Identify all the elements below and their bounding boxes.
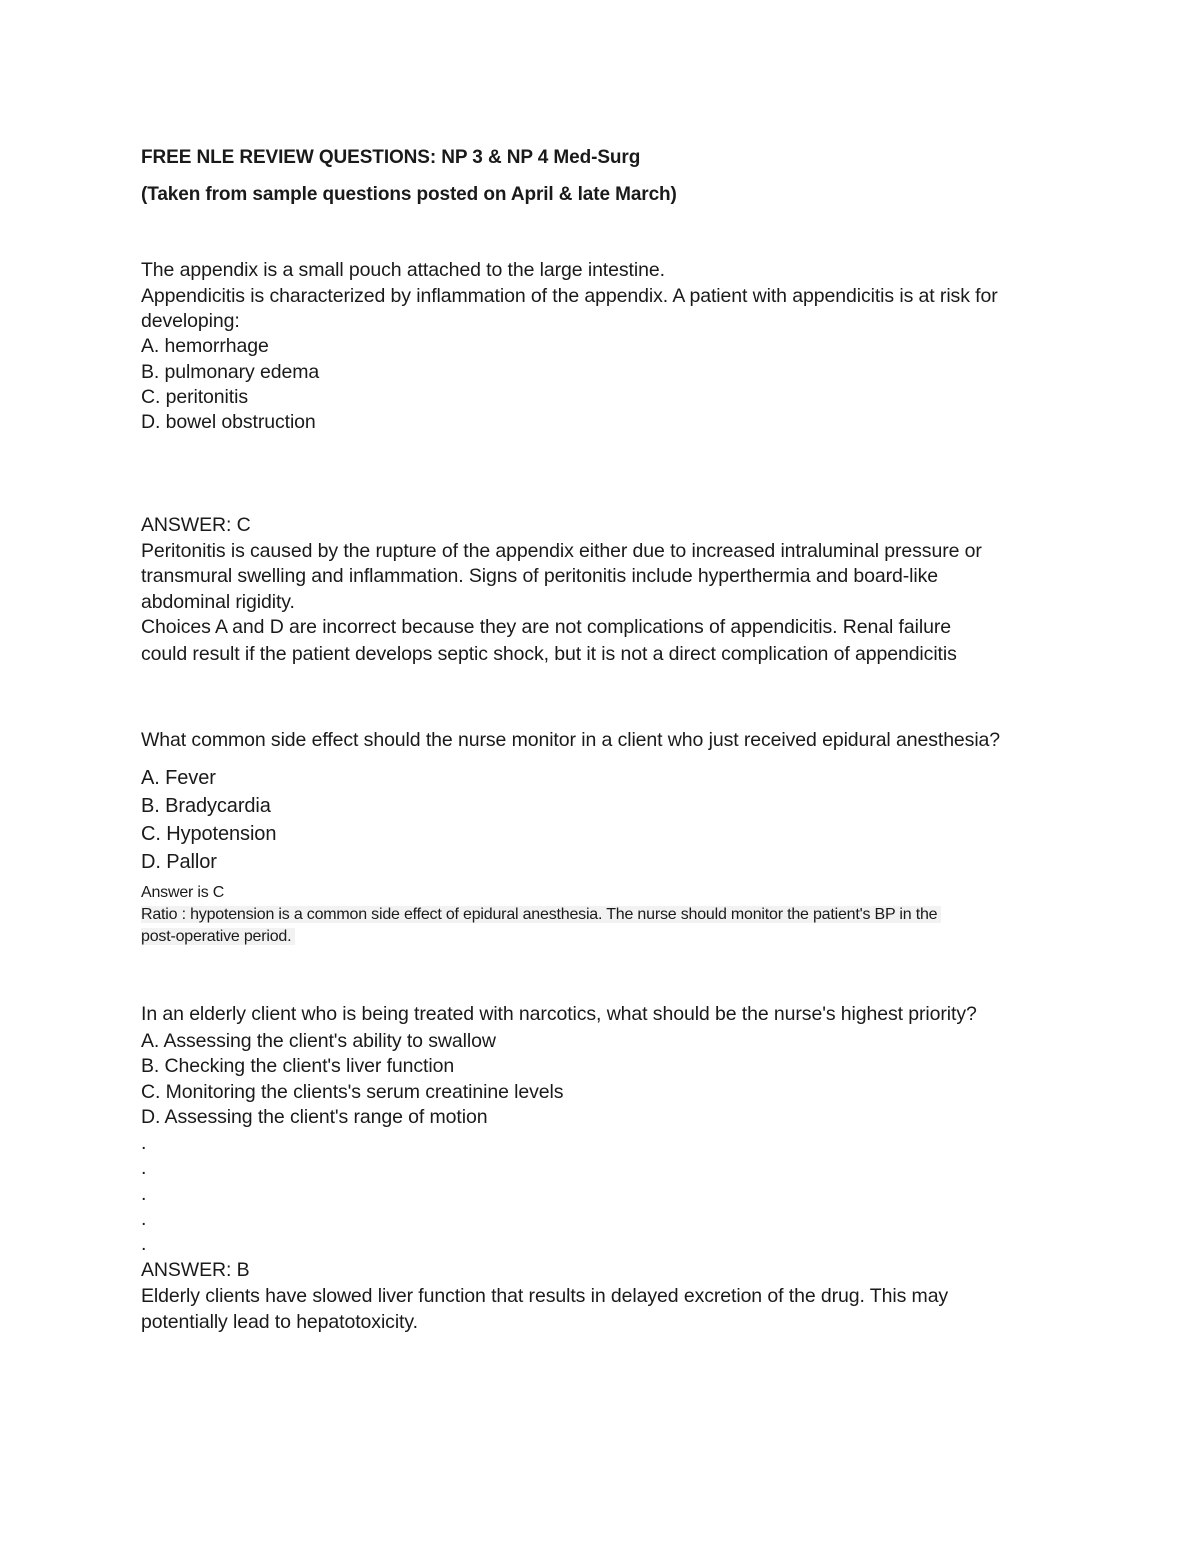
q2-option-a: A. Fever	[141, 767, 216, 789]
q1-answer: ANSWER: C	[141, 514, 251, 536]
q3-option-d: D. Assessing the client's range of motion	[141, 1106, 488, 1128]
q1-rationale-line2: transmural swelling and inflammation. Signs of peritonitis include hyperthermia and board-like	[141, 565, 939, 587]
q3-option-a: A. Assessing the client's ability to swallow	[141, 1030, 496, 1052]
q2-answer: Answer is C	[141, 884, 225, 901]
q1-option-a: A. hemorrhage	[141, 335, 269, 357]
q3-dot-3: .	[141, 1183, 147, 1205]
q1-stem-line1: Appendicitis is characterized by inflammation of the appendix. A patient with appendicitis is at risk for	[141, 285, 998, 307]
q2-rationale-line2	[141, 927, 295, 947]
q2-option-c: C. Hypotension	[141, 823, 277, 845]
q1-option-c: C. peritonitis	[141, 386, 248, 408]
q1-rationale-line1: Peritonitis is caused by the rupture of the appendix either due to increased intraluminal pressure or	[141, 540, 982, 562]
q3-dot-4: .	[141, 1208, 147, 1230]
q1-rationale-line3: abdominal rigidity.	[141, 591, 295, 613]
q2-rationale-line2-text: post-operative period.	[141, 928, 295, 945]
q1-option-d: D. bowel obstruction	[141, 411, 316, 433]
q1-option-b: B. pulmonary edema	[141, 361, 320, 383]
q3-dot-1: .	[141, 1132, 147, 1154]
q2-option-b: B. Bradycardia	[141, 795, 271, 817]
q3-dot-2: .	[141, 1157, 147, 1179]
q3-option-c: C. Monitoring the clients's serum creatinine levels	[141, 1081, 564, 1103]
q1-stem-line2: developing:	[141, 310, 240, 332]
q2-stem: What common side effect should the nurse monitor in a client who just received epidural anesthesia?	[141, 729, 1001, 751]
q3-answer: ANSWER: B	[141, 1259, 250, 1281]
q2-rationale-line1-text: Ratio : hypotension is a common side effect of epidural anesthesia. The nurse should monitor the patient's BP in the	[141, 906, 941, 923]
q3-rationale-line1: Elderly clients have slowed liver function that results in delayed excretion of the drug. This may	[141, 1285, 949, 1307]
q3-stem: In an elderly client who is being treated with narcotics, what should be the nurse's highest priority?	[141, 1003, 977, 1025]
q2-option-d: D. Pallor	[141, 851, 217, 873]
q1-rationale-line4: Choices A and D are incorrect because they are not complications of appendicitis. Renal failure	[141, 616, 951, 638]
q3-option-b: B. Checking the client's liver function	[141, 1055, 455, 1077]
q2-rationale-line1	[141, 905, 941, 925]
q1-intro: The appendix is a small pouch attached to the large intestine.	[141, 259, 665, 281]
q3-dot-5: .	[141, 1233, 147, 1255]
document-title: FREE NLE REVIEW QUESTIONS: NP 3 & NP 4 Med-Surg	[141, 147, 641, 168]
q1-rationale-line5: could result if the patient develops septic shock, but it is not a direct complication of appendicitis	[141, 643, 957, 665]
document-subtitle: (Taken from sample questions posted on April & late March)	[141, 184, 677, 205]
q3-rationale-line2: potentially lead to hepatotoxicity.	[141, 1311, 418, 1333]
